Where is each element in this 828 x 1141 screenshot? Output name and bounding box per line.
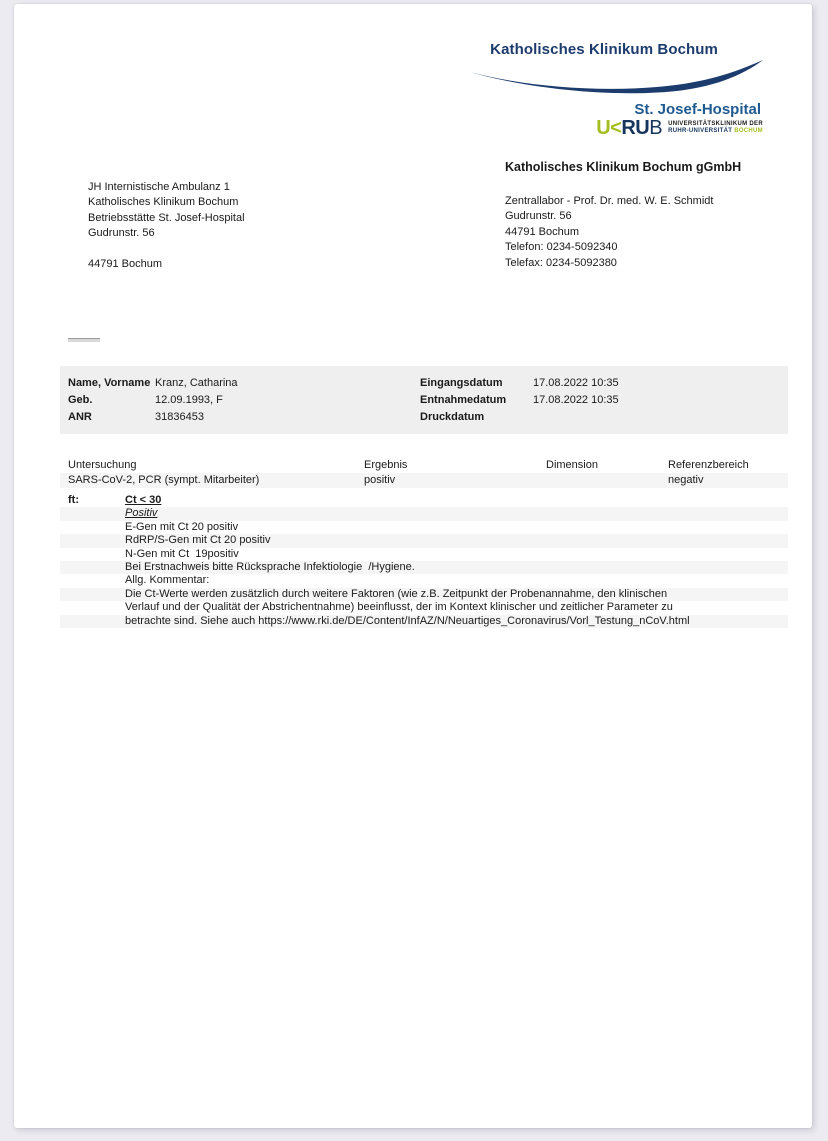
patient-date-value: 17.08.2022 10:35: [533, 394, 619, 406]
recipient-address-line: Gudrunstr. 56: [88, 227, 155, 240]
ukrub-subtitle-line2: RUHR-UNIVERSITÄT BOCHUM: [668, 128, 763, 134]
patient-field-label: Geb.: [68, 394, 93, 406]
footnote-line: [60, 615, 788, 628]
patient-info-right: [420, 375, 619, 426]
patient-field-label: Name, Vorname: [68, 377, 151, 389]
patient-date-label: Druckdatum: [420, 411, 485, 423]
recipient-address: [88, 180, 245, 272]
clinic-logo-title: Katholisches Klinikum Bochum: [490, 41, 718, 58]
sender-address-line: Telefon: 0234-5092340: [505, 241, 618, 254]
ukrub-wordmark: [596, 117, 662, 139]
ukrub-ru: RU: [621, 117, 650, 139]
sender-title: Katholisches Klinikum Bochum gGmbH: [505, 160, 742, 174]
footnote-line-text: Bei Erstnachweis bitte Rücksprache Infektiologie /Hygiene.: [125, 561, 415, 574]
sender-address-line: Telefax: 0234-5092380: [505, 256, 617, 269]
footnote-line: [60, 534, 788, 547]
footnote-line: [60, 561, 788, 574]
footnote-line: [60, 507, 788, 520]
footnote-line: [60, 601, 788, 614]
footnote-line: [60, 574, 788, 587]
results-table: [60, 458, 788, 488]
patient-date-label: Entnahmedatum: [420, 394, 507, 406]
footnote-line: [60, 548, 788, 561]
footnote-line-text: betrachte sind. Siehe auch https://www.rki.de/DE/Content/InfAZ/N/Neuartiges_Coronavirus/Vorl_Testung_nCoV.html: [125, 614, 690, 627]
sender-address: [505, 194, 741, 271]
results-header-untersuchung: Untersuchung: [68, 459, 137, 471]
ukrub-logo: [596, 117, 763, 139]
patient-info-row: [68, 392, 238, 409]
patient-info-left: [68, 375, 238, 426]
fold-mark: [68, 338, 100, 342]
sender-block: [505, 160, 741, 271]
ukrub-subtitle: [668, 121, 763, 136]
recipient-address-line: 44791 Bochum: [88, 258, 162, 271]
recipient-address-line: JH Internistische Ambulanz 1: [88, 181, 230, 193]
patient-info-block: [60, 366, 788, 434]
sender-address-line: 44791 Bochum: [505, 225, 579, 238]
logo-swoosh-icon: [469, 59, 765, 95]
result-row: [60, 473, 788, 488]
results-header-referenzbereich: Referenzbereich: [668, 459, 749, 471]
patient-info-row: [68, 409, 238, 426]
patient-field-value: Kranz, Catharina: [155, 377, 238, 389]
footnote-line: [60, 521, 788, 534]
ukrub-subtitle-line1: UNIVERSITÄTSKLINIKUM DER: [668, 120, 763, 127]
results-rows: [60, 473, 788, 488]
result-dimension: [546, 473, 668, 488]
patient-date-row: [420, 375, 619, 392]
patient-date-value: 17.08.2022 10:35: [533, 377, 619, 389]
footnote-line-text: Verlauf und der Qualität der Abstrichentnahme) beeinflusst, der im Kontext klinischer und zeitlicher Parameter zu: [125, 601, 673, 614]
patient-date-row: [420, 409, 619, 426]
ukrub-uk-mark: U<: [596, 117, 622, 139]
footnote-line-text: N-Gen mit Ct 19positiv: [125, 547, 239, 560]
results-header-ergebnis: Ergebnis: [364, 459, 408, 471]
footnote-line-text: Die Ct-Werte werden zusätzlich durch weitere Faktoren (wie z.B. Zeitpunkt der Probenannahme, den klinischen: [125, 587, 668, 600]
results-header-row: [60, 458, 788, 472]
patient-date-value: [533, 409, 536, 426]
footnote-line: [60, 494, 788, 507]
patient-date-row: [420, 392, 619, 409]
result-untersuchung: SARS-CoV-2, PCR (sympt. Mitarbeiter): [68, 474, 260, 486]
result-referenzbereich: negativ: [668, 474, 704, 486]
patient-field-value: 31836453: [155, 411, 204, 423]
result-ergebnis: positiv: [364, 474, 396, 486]
patient-date-label: Eingangsdatum: [420, 377, 503, 389]
footnote-line-text: Positiv: [125, 507, 158, 520]
patient-field-value: 12.09.1993, F: [155, 394, 223, 406]
recipient-address-line: Betriebsstätte St. Josef-Hospital: [88, 211, 245, 224]
results-header-dimension: Dimension: [546, 459, 598, 471]
sender-address-line: Gudrunstr. 56: [505, 210, 572, 223]
hospital-name: St. Josef-Hospital: [634, 101, 761, 118]
footnote-lines: [60, 494, 788, 628]
footnote-line-text: RdRP/S-Gen mit Ct 20 positiv: [125, 534, 271, 547]
sender-address-line: Zentrallabor - Prof. Dr. med. W. E. Schmidt: [505, 195, 714, 207]
footnote-line-text: Allg. Kommentar:: [125, 574, 210, 587]
ukrub-b: B: [649, 117, 663, 139]
footnote-line-text: Ct < 30: [125, 494, 162, 506]
recipient-address-line: [88, 242, 245, 257]
recipient-address-line: Katholisches Klinikum Bochum: [88, 196, 239, 209]
footnote-line-text: E-Gen mit Ct 20 positiv: [125, 520, 239, 533]
footnote-line: [60, 588, 788, 601]
footnote-block: [60, 494, 788, 628]
footnote-marker: ft:: [68, 494, 79, 506]
document-page: [14, 4, 812, 1128]
patient-info-row: [68, 375, 238, 392]
patient-field-label: ANR: [68, 411, 92, 423]
